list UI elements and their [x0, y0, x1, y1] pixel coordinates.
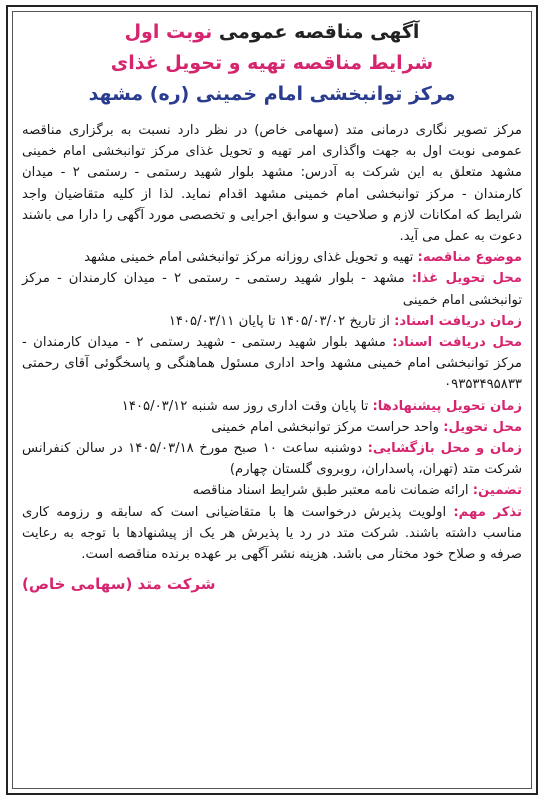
company-signature: شرکت متد (سهامی خاص) [22, 575, 216, 594]
notice-frame [6, 5, 538, 795]
item-text: اولویت پذیرش درخواست ها با متقاضیانی است که سابقه و رزومه کاری مناسب داشته باشند. شرکت متد در رد یا پذیرش هر یک از پیشنهادها با توجه به رعایت صرفه و صلاح خود مختار می باشد. هزینه نشر آگهی بر عهده برنده مناقصه است. [22, 504, 522, 563]
item-text: تا پایان وقت اداری روز سه شنبه ۱۴۰۵/۰۳/۱۲ [121, 398, 373, 414]
item-docs-time [22, 311, 522, 332]
item-bids-place [22, 417, 522, 438]
item-guarantee [22, 480, 522, 501]
item-label: تذکر مهم: [453, 504, 522, 520]
item-important-note [22, 502, 522, 566]
item-label: زمان تحویل پیشنهادها: [372, 398, 522, 414]
item-label: محل دریافت اسناد: [392, 335, 522, 351]
title-line-1 [22, 17, 522, 48]
item-text: واحد حراست مرکز توانبخشی امام خمینی [211, 419, 444, 435]
item-label: زمان دریافت اسناد: [394, 313, 522, 329]
signature-wrap [22, 575, 522, 593]
item-label: موضوع مناقصه: [417, 250, 522, 266]
item-text: تهیه و تحویل غذای روزانه مرکز توانبخشی امام خمینی مشهد [84, 250, 418, 266]
notice-body [22, 120, 522, 565]
item-bids-time [22, 396, 522, 417]
title-line-3: مرکز توانبخشی امام خمینی (ره) مشهد [88, 83, 456, 105]
item-subject [22, 247, 522, 268]
item-label: تضمین: [472, 483, 522, 499]
intro-paragraph: مرکز تصویر نگاری درمانی متد (سهامی خاص) در نظر دارد نسبت به برگزاری مناقصه عمومی نوبت اول به جهت واگذاری امر تهیه و تحویل غذای مرکز توانبخشی امام خمینی مشهد متعلق به این شرکت به آدرس: مشهد بلوار شهید رستمی - رستمی ۲ - میدان کارمندان - مرکز توانبخشی امام خمینی مشهد اقدام نماید. لذا از کلیه متقاضیان واجد شرایط که امکانات لازم و صلاحیت و سوابق اجرایی و تخصصی مورد آگهی را دارا می باشند دعوت به عمل می آید. [22, 123, 522, 245]
title-line-2: شرایط مناقصه تهیه و تحویل غذای [110, 52, 434, 74]
item-text: دوشنبه ساعت ۱۰ صبح مورخ ۱۴۰۵/۰۳/۱۸ در سالن کنفرانس شرکت متد (تهران، پاسداران، روبروی گلستان چهارم) [22, 441, 522, 478]
item-text: ارائه ضمانت نامه معتبر طبق شرایط اسناد مناقصه [192, 483, 473, 499]
notice-content [22, 17, 522, 593]
item-delivery-place [22, 268, 522, 310]
title-round: نوبت اول [124, 21, 213, 43]
item-label: زمان و محل بازگشایی: [367, 441, 523, 457]
item-opening [22, 438, 522, 480]
item-text: از تاریخ ۱۴۰۵/۰۳/۰۲ تا پایان ۱۴۰۵/۰۳/۱۱ [168, 313, 395, 329]
item-label: محل تحویل: [443, 419, 522, 435]
item-text: مشهد بلوار شهید رستمی - شهید رستمی ۲ - میدان کارمندان - مرکز توانبخشی امام خمینی مشهد واحد اداری مسئول هماهنگی و پاسخگوئی آقای رحمتی ۰۹۳۵۳۴۹۵۸۳۳ [22, 335, 522, 393]
item-docs-place [22, 332, 522, 396]
item-text: مشهد - بلوار شهید رستمی - رستمی ۲ - میدان کارمندان - مرکز توانبخشی امام خمینی [22, 271, 522, 308]
item-label: محل تحویل غذا: [411, 271, 522, 287]
title-tender-type: آگهی مناقصه عمومی [218, 21, 420, 43]
